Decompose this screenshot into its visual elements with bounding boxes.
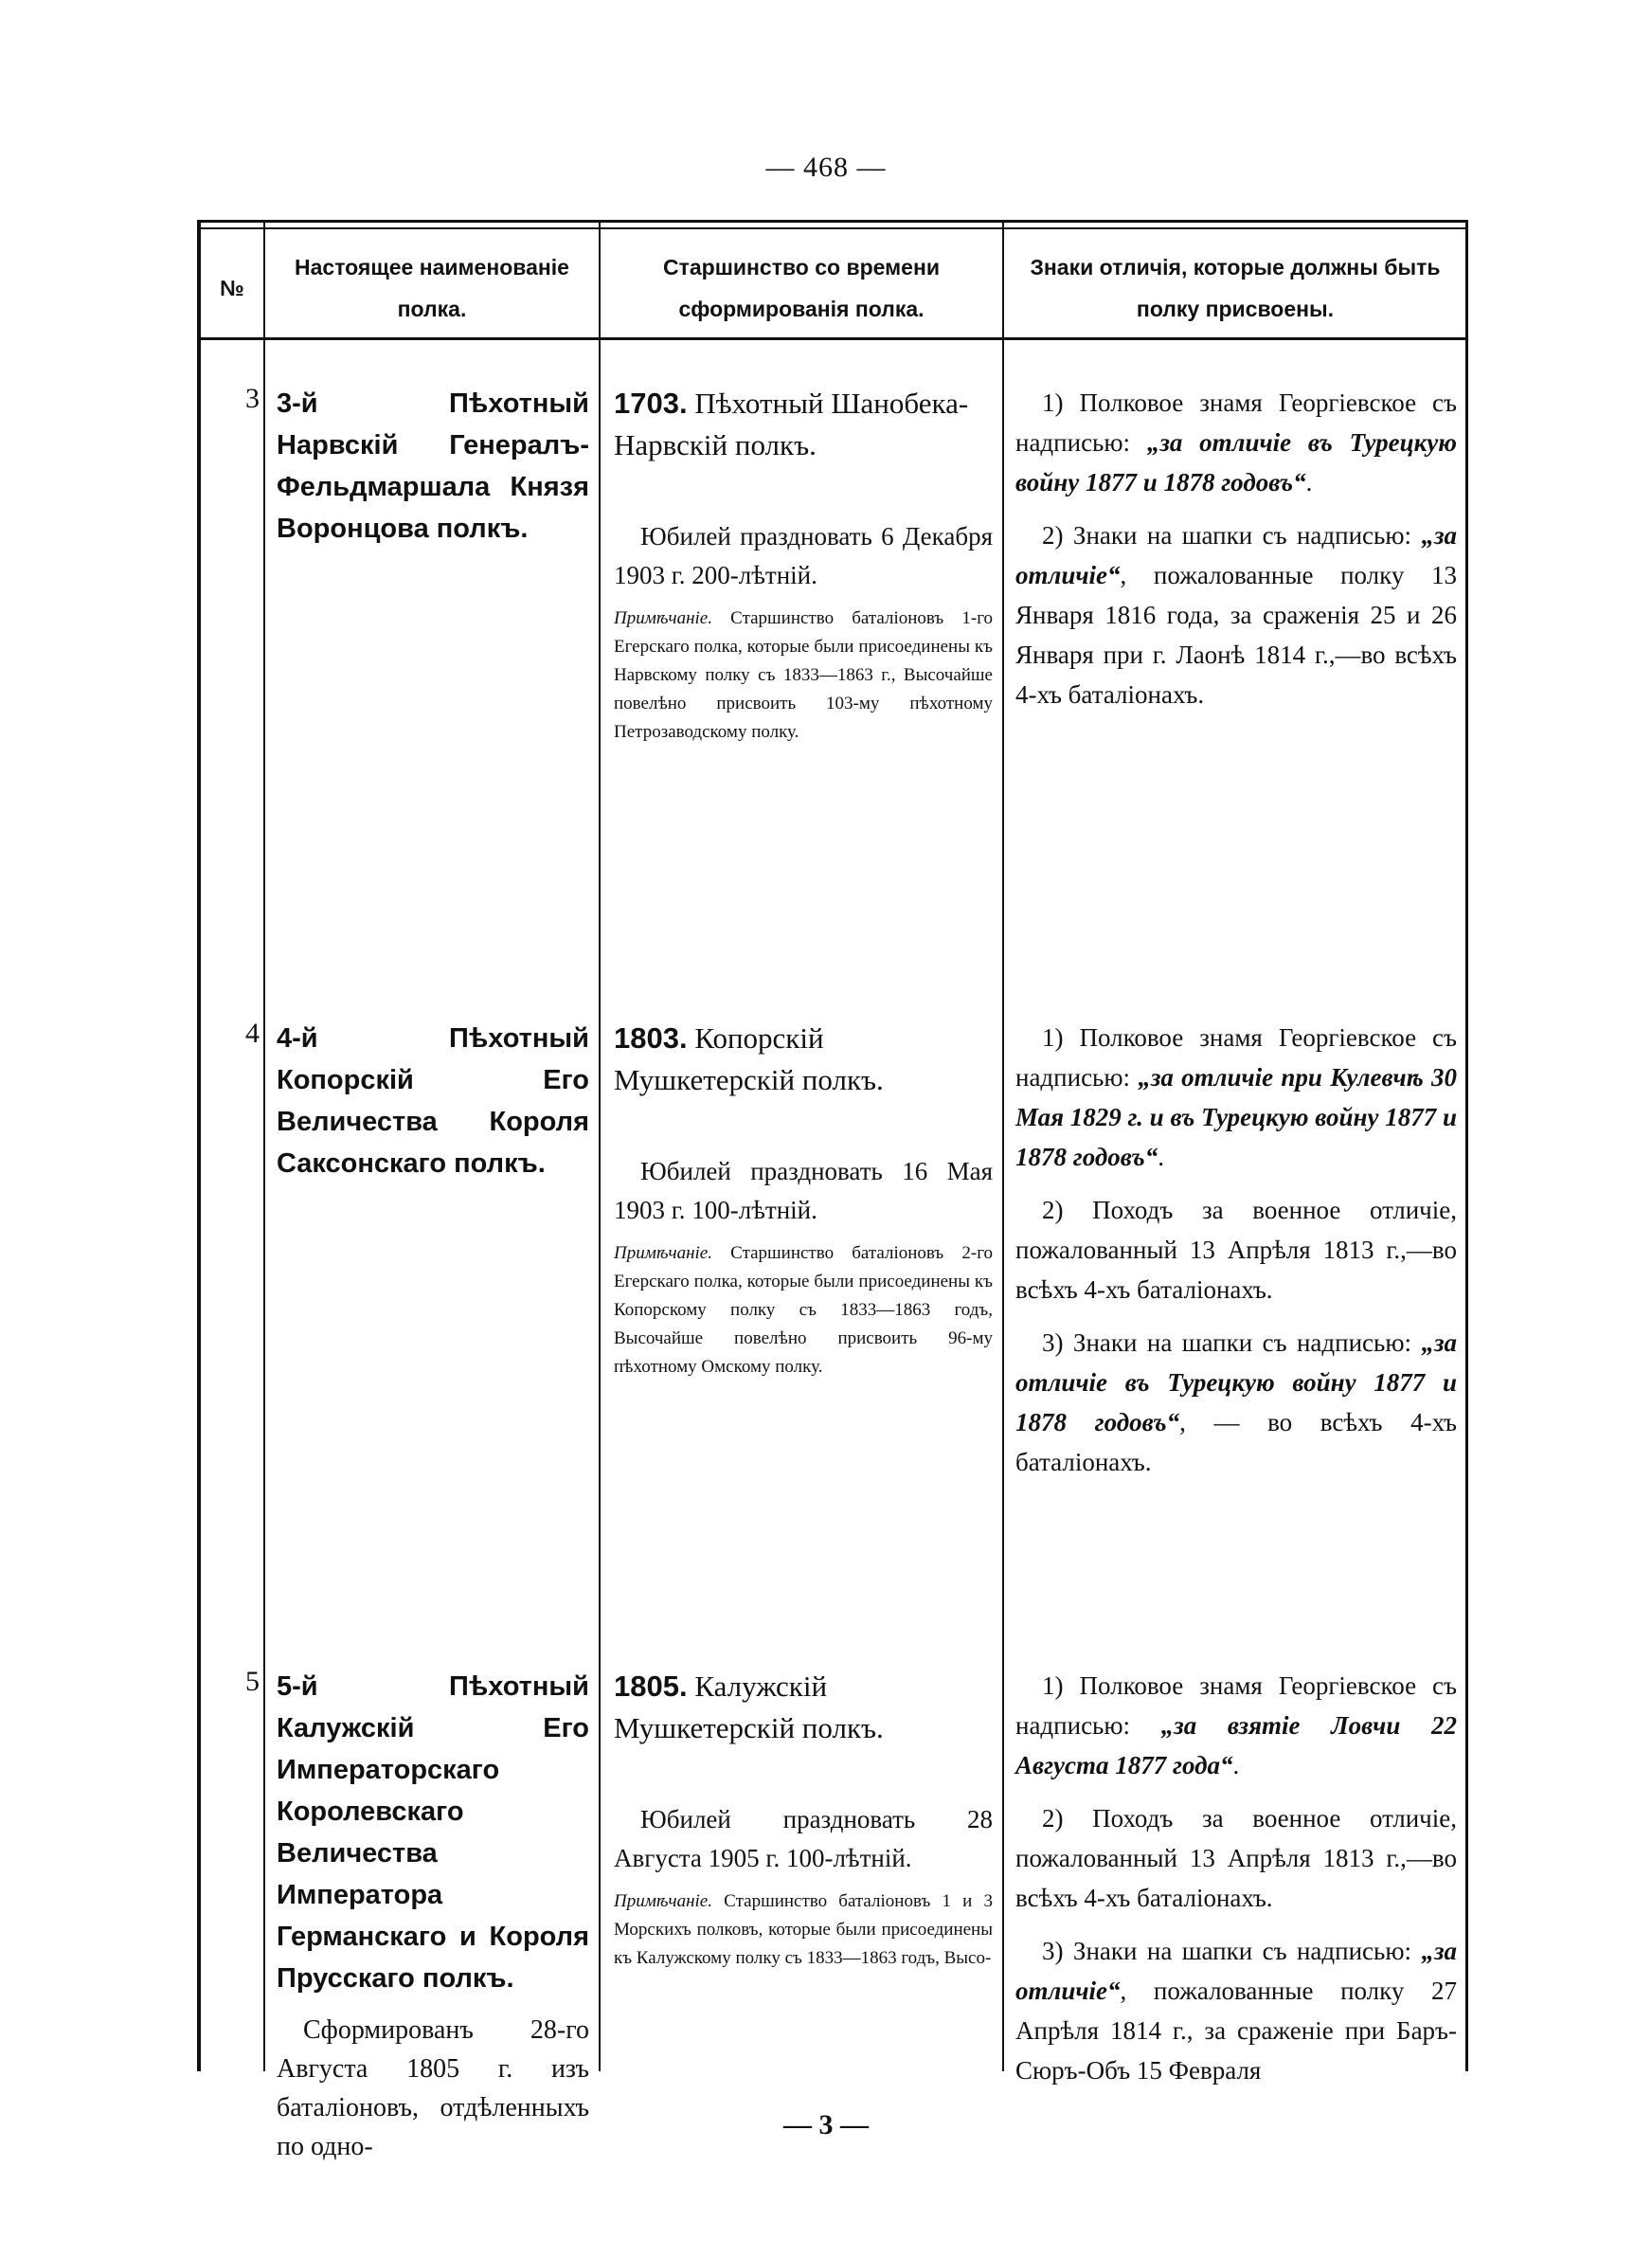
header-seniority: Старшинство со времени сформированія полка. xyxy=(663,255,940,321)
note-text: Старшинство баталіоновъ 1 и 3 Морскихъ полковъ, которые были присоединены къ Калужскому полку съ 1833—1863 годъ, Высо- xyxy=(614,1891,993,1968)
table-top-rule-inner xyxy=(197,227,1468,229)
note-label: Примѣчаніе. xyxy=(614,608,712,628)
jubilee-text: Юбилей праздновать 6 Декабря 1903 г. 200-лѣтній. xyxy=(614,522,993,589)
seniority-cell xyxy=(614,383,993,747)
regiment-name: 5-й Пѣхотный Калужскій Его Императорскаго Королевскаго Величества Императора Германскаго и Короля Прусскаго полкъ. xyxy=(277,1671,589,1994)
mark-item: 2) Знаки на шапки съ надписью: „за отличіе“, пожалованные полку 13 Января 1816 года, за сраженія 25 и 26 Января при г. Лаонѣ 1814 г.,—во всѣхъ 4-хъ баталіонахъ. xyxy=(1015,521,1457,709)
regiment-table xyxy=(197,220,1468,2161)
note-label: Примѣчаніе. xyxy=(614,1243,712,1263)
page-number: — 468 — xyxy=(765,152,887,183)
formation-year: 1703. xyxy=(614,387,688,420)
column-divider xyxy=(263,220,265,2071)
row-number: 4 xyxy=(245,1018,260,1049)
header-marks: Знаки отличія, которые должны быть полку присвоены. xyxy=(1030,255,1441,321)
original-regiment: Калужскій Мушкетерскій полкъ. xyxy=(614,1670,884,1744)
mark-item: 1) Полковое знамя Георгіевское съ надписью: „за отличіе въ Турецкую войну 1877 и 1878 годовъ“. xyxy=(1015,388,1457,497)
note-label: Примѣчаніе. xyxy=(614,1891,712,1911)
jubilee-text: Юбилей праздновать 16 Мая 1903 г. 100-лѣтній. xyxy=(614,1157,993,1224)
table-right-border xyxy=(1465,220,1468,2071)
original-regiment: Копорскій Мушкетерскій полкъ. xyxy=(614,1021,884,1096)
mark-item: 1) Полковое знамя Георгіевское съ надписью: „за отличіе при Кулевчѣ 30 Мая 1829 г. и въ Турецкую войну 1877 и 1878 годовъ“. xyxy=(1015,1023,1457,1171)
column-divider xyxy=(1002,220,1004,2071)
mark-item: 3) Знаки на шапки съ надписью: „за отличіе“, пожалованные полку 27 Апрѣля 1814 г., за сраженіе при Баръ-Сюръ-Объ 15 Февраля xyxy=(1015,1937,1457,2085)
table-top-rule xyxy=(197,220,1468,223)
column-divider xyxy=(599,220,601,2071)
header-name: Настоящее наименованіе полка. xyxy=(295,255,569,321)
distinction-marks xyxy=(1015,383,1457,728)
note-text: Старшинство баталіоновъ 1-го Егерскаго полка, которые были присоединены къ Нарвскому полку съ 1833—1863 г., Высочайше повелѣно присвоить 103-му пѣхотному Петрозаводскому полку. xyxy=(614,608,994,742)
seniority-note xyxy=(614,1887,993,1973)
regiment-name: 3-й Пѣхотный Нарвскій Генералъ-Фельдмаршала Князя Воронцова полкъ. xyxy=(277,388,589,544)
mark-item: 1) Полковое знамя Георгіевское съ надписью: „за взятіе Ловчи 22 Августа 1877 года“. xyxy=(1015,1671,1457,1779)
mark-item: 2) Походъ за военное отличіе, пожалованный 13 Апрѣля 1813 г.,—во всѣхъ 4-хъ баталіонахъ. xyxy=(1015,1804,1457,1912)
row-number: 3 xyxy=(245,383,260,414)
mark-item: 3) Знаки на шапки съ надписью: „за отличіе въ Турецкую войну 1877 и 1878 годовъ“, — во всѣхъ 4-хъ баталіонахъ. xyxy=(1015,1328,1458,1476)
table-left-border xyxy=(197,220,201,2071)
row-number: 5 xyxy=(245,1666,260,1697)
header-bottom-rule xyxy=(197,337,1468,340)
signature-mark: — 3 — xyxy=(783,2109,869,2140)
jubilee-text: Юбилей праздновать 28 Августа 1905 г. 100-лѣтній. xyxy=(614,1805,993,1872)
formation-year: 1805. xyxy=(614,1670,688,1703)
regiment-name-cell xyxy=(277,1666,589,2166)
formation-note: Сформированъ 28-го Августа 1805 г. изъ баталіоновъ, отдѣленныхъ по одно- xyxy=(277,2015,589,2161)
seniority-note xyxy=(614,1239,993,1381)
seniority-note xyxy=(614,605,993,747)
seniority-cell xyxy=(614,1018,993,1381)
mark-item: 2) Походъ за военное отличіе, пожалованный 13 Апрѣля 1813 г.,—во всѣхъ 4-хъ баталіонахъ. xyxy=(1015,1196,1457,1304)
note-text: Старшинство баталіоновъ 2-го Егерскаго полка, которые были присоединены къ Копорскому полку съ 1833—1863 годъ, Высочайше повелѣно присвоить 96-му пѣхотному Омскому полку. xyxy=(614,1243,994,1377)
distinction-marks xyxy=(1015,1018,1457,1495)
distinction-marks xyxy=(1015,1666,1457,2104)
seniority-cell xyxy=(614,1666,993,1973)
formation-year: 1803. xyxy=(614,1021,688,1055)
regiment-name: 4-й Пѣхотный Копорскій Его Величества Короля Саксонскаго полкъ. xyxy=(277,1023,589,1179)
header-number: № xyxy=(220,276,244,300)
original-regiment: Пѣхотный Шанобека-Нарвскій полкъ. xyxy=(614,387,969,461)
